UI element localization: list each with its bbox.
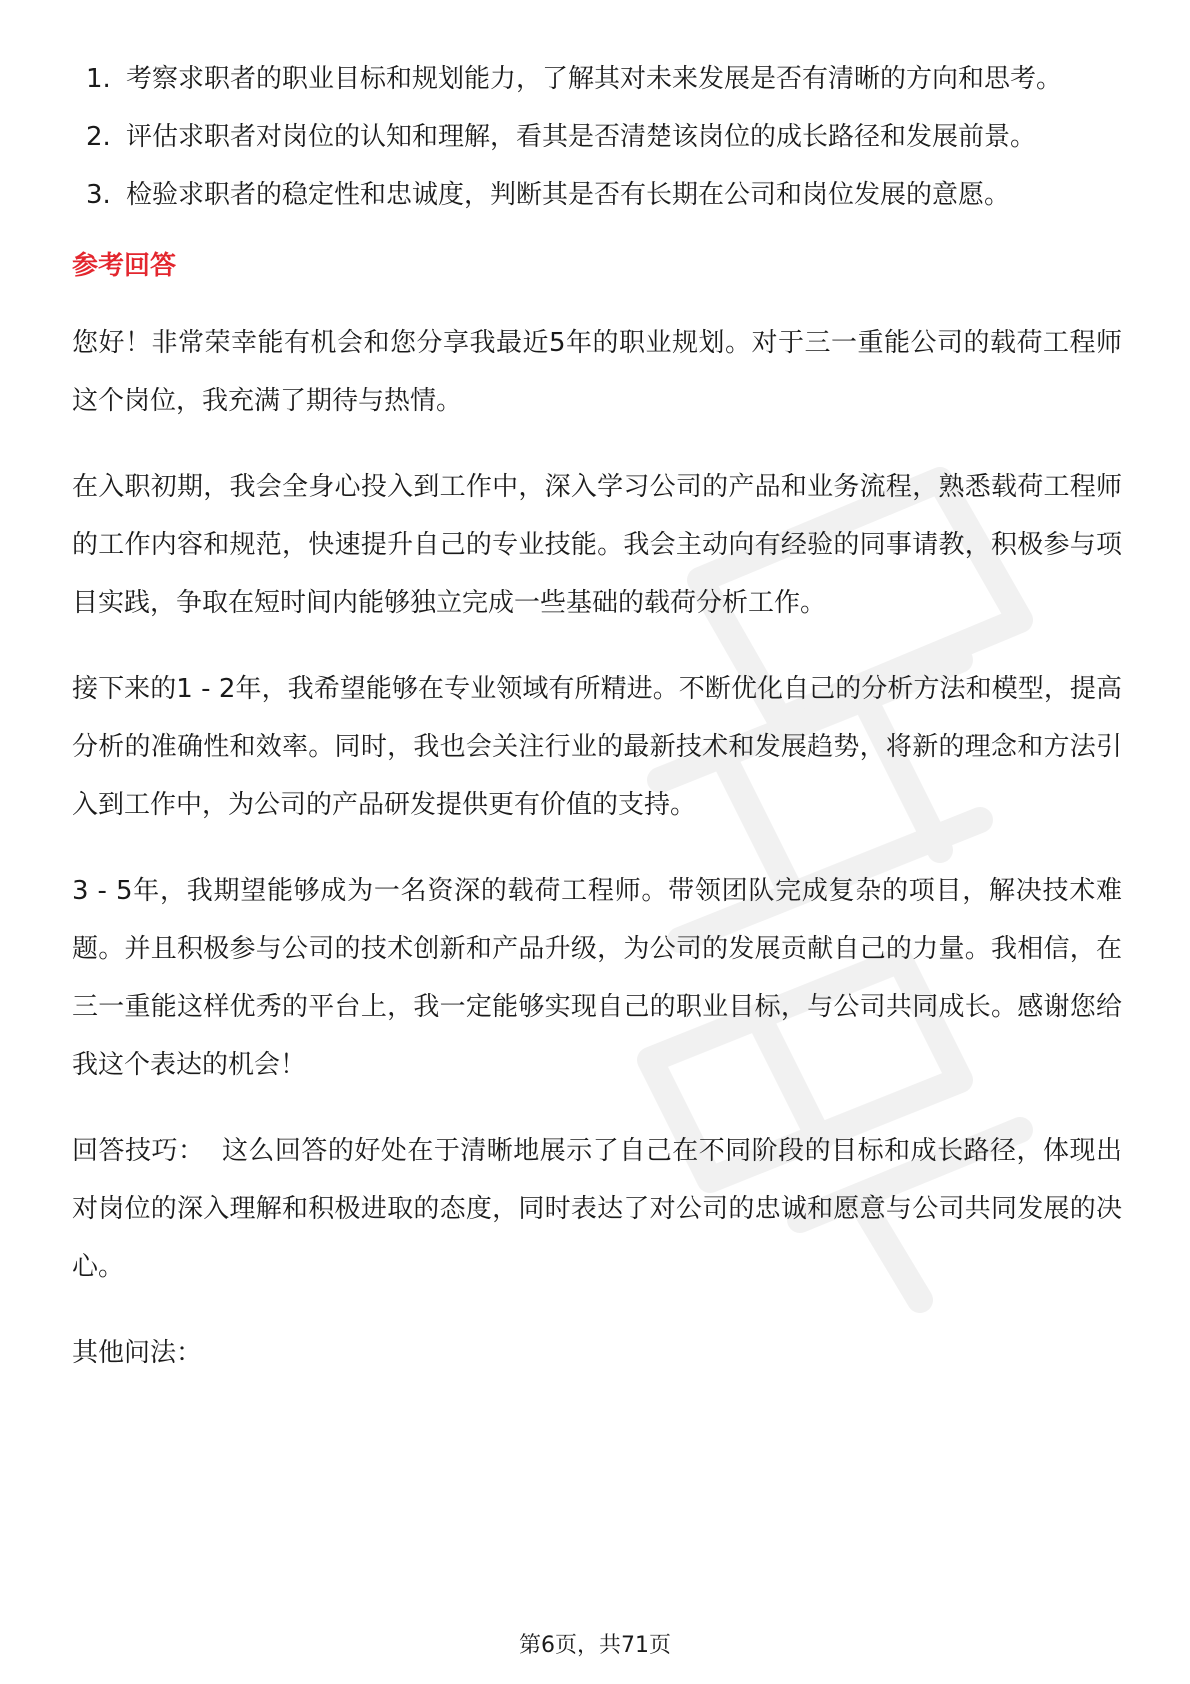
other-questions-label: 其他问法：	[72, 1338, 203, 1368]
page-number-footer: 第6页，共71页	[519, 1633, 671, 1658]
list-item	[72, 108, 1122, 166]
list-number: 2.	[86, 122, 111, 152]
tip-text: 这么回答的好处在于清晰地展示了自己在不同阶段的目标和成长路径，体现出对岗位的深入理解和积极进取的态度，同时表达了对公司的忠诚和愿意与公司共同发展的决心。	[72, 1136, 1122, 1282]
document-page	[72, 50, 1122, 1382]
reference-answer-heading: 参考回答	[72, 251, 177, 281]
list-item-text: 评估求职者对岗位的认知和理解，看其是否清楚该岗位的成长路径和发展前景。	[126, 122, 1037, 152]
question-intent-list	[72, 50, 1122, 224]
answer-paragraph: 在入职初期，我会全身心投入到工作中，深入学习公司的产品和业务流程，熟悉载荷工程师的工作内容和规范，快速提升自己的专业技能。我会主动向有经验的同事请教，积极参与项目实践，争取在短时间内能够独立完成一些基础的载荷分析工作。	[72, 472, 1122, 618]
list-number: 3.	[86, 180, 111, 210]
answer-paragraph: 3 - 5年，我期望能够成为一名资深的载荷工程师。带领团队完成复杂的项目，解决技术难题。并且积极参与公司的技术创新和产品升级，为公司的发展贡献自己的力量。我相信，在三一重能这样优秀的平台上，我一定能够实现自己的职业目标，与公司共同成长。感谢您给我这个表达的机会！	[72, 876, 1122, 1080]
list-item	[72, 50, 1122, 108]
list-item-text: 检验求职者的稳定性和忠诚度，判断其是否有长期在公司和岗位发展的意愿。	[126, 180, 1011, 210]
answer-paragraph: 接下来的1 - 2年，我希望能够在专业领域有所精进。不断优化自己的分析方法和模型，提高分析的准确性和效率。同时，我也会关注行业的最新技术和发展趋势，将新的理念和方法引入到工作中，为公司的产品研发提供更有价值的支持。	[72, 674, 1122, 820]
list-number: 1.	[86, 64, 111, 94]
list-item	[72, 166, 1122, 224]
answer-paragraph: 您好！非常荣幸能有机会和您分享我最近5年的职业规划。对于三一重能公司的载荷工程师这个岗位，我充满了期待与热情。	[72, 328, 1122, 416]
answer-tip-paragraph	[72, 1122, 1122, 1296]
tip-label: 回答技巧：	[72, 1136, 222, 1166]
list-item-text: 考察求职者的职业目标和规划能力，了解其对未来发展是否有清晰的方向和思考。	[126, 64, 1063, 94]
